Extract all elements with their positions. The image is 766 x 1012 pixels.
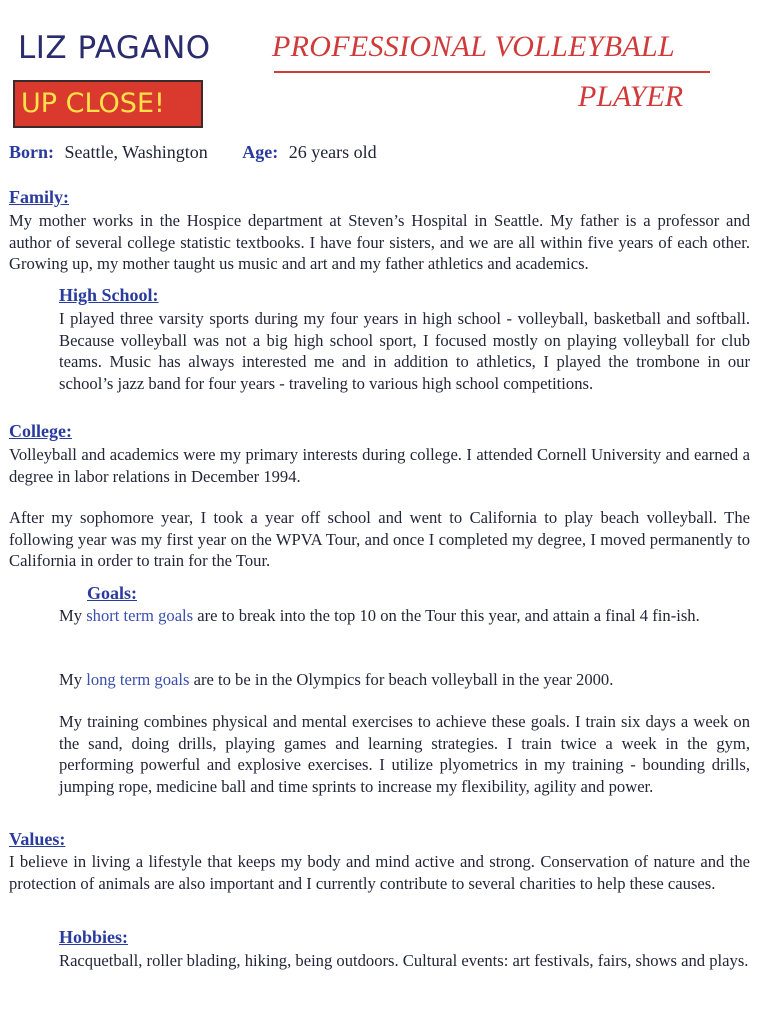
long-term-goals-label: long term goals: [86, 670, 190, 689]
high-school-text: I played three varsity sports during my four years in high school - volleyball, basketball and softball. Because volleyball was not a big high school sport, I focused mostly on playing volleyball for club teams. Music has always interested me and in addition to athletics, I played the trombone in our school’s jazz band for four years - traveling to various high school competitions.: [59, 309, 750, 393]
family-text: My mother works in the Hospice department at Steven’s Hospital in Seattle. My father is a professor and author of several college statistic textbooks. I have four sisters, and we are all within five years of each other. Growing up, my mother taught us music and art and my father athletics and academics.: [9, 211, 750, 273]
short-goals-body: are to break into the top 10 on the Tour this year, and attain a final 4 fin-ish.: [193, 606, 700, 625]
short-term-goals-text: [59, 605, 735, 627]
long-term-goals-text: [59, 669, 750, 691]
high-school-heading: High School:: [59, 285, 159, 305]
title-underline: [274, 71, 710, 73]
up-close-badge: UP CLOSE!: [13, 80, 203, 128]
title-line-2: PLAYER: [578, 80, 684, 113]
born-value: Seattle, Washington: [64, 142, 208, 162]
college-heading: College:: [9, 421, 72, 441]
college-text-1: Volleyball and academics were my primary interests during college. I attended Cornell University and earned a degree in labor relations in December 1994.: [9, 445, 750, 486]
hobbies-text: Racquetball, roller blading, hiking, being outdoors. Cultural events: art festivals, fairs, shows and plays.: [59, 951, 749, 970]
age-value: 26 years old: [288, 142, 377, 162]
values-text: I believe in living a lifestyle that keeps my body and mind active and strong. Conservation of nature and the protection of animals are also important and I currently contribute to several charities to help these causes.: [9, 852, 750, 893]
values-heading: Values:: [9, 829, 66, 849]
age-label: Age:: [242, 142, 279, 162]
long-goals-body: are to be in the Olympics for beach volleyball in the year 2000.: [189, 670, 614, 689]
short-term-goals-label: short term goals: [86, 606, 194, 625]
short-goals-prefix: My: [59, 606, 87, 625]
goals-heading: Goals:: [87, 583, 138, 603]
title-line-1: PROFESSIONAL VOLLEYBALL: [272, 30, 675, 63]
born-label: Born:: [9, 142, 54, 162]
family-heading: Family:: [9, 187, 69, 207]
training-text: My training combines physical and mental exercises to achieve these goals. I train six days a week on the sand, doing drills, playing games and learning strategies. I train twice a week in the gym, performing powerful and explosive exercises. I utilize plyometrics in my training - bounding drills, jumping rope, medicine ball and time sprints to increase my flexibility, agility and power.: [59, 712, 750, 796]
bio-line: [9, 142, 377, 163]
long-goals-prefix: My: [59, 670, 87, 689]
hobbies-heading: Hobbies:: [59, 927, 129, 947]
college-text-2: After my sophomore year, I took a year off school and went to California to play beach volleyball. The following year was my first year on the WPVA Tour, and once I completed my degree, I moved permanently to California in order to train for the Tour.: [9, 508, 750, 570]
player-name: LIZ PAGANO: [18, 30, 211, 66]
